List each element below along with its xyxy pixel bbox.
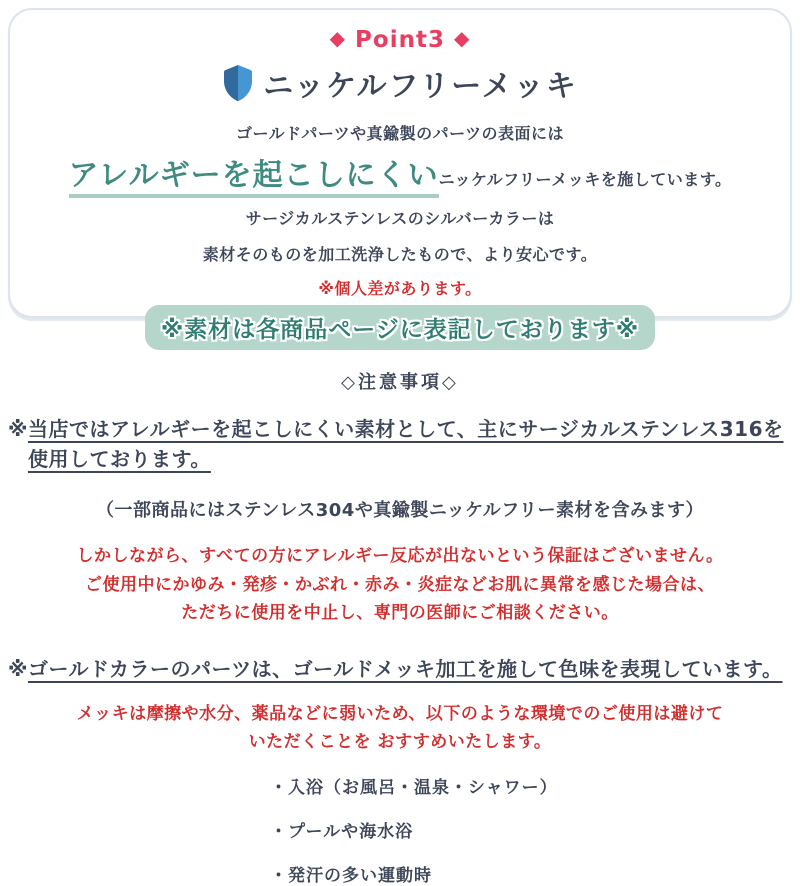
allergy-rest-text: ニッケルフリーメッキを施しています。	[438, 170, 732, 189]
note-gold-plating-text: ゴールドカラーのパーツは、ゴールドメッキ加工を施して色味を表現しています。	[27, 656, 783, 681]
intro-line: ゴールドパーツや真鍮製のパーツの表面には	[235, 124, 565, 143]
asterisk-mark: ※	[8, 417, 28, 441]
avoid-environment-list	[8, 773, 792, 886]
allergy-highlight-text: アレルギーを起こしにくい	[69, 158, 439, 198]
point3-title	[10, 26, 790, 53]
warning-line: しかしながら、すべての方にアレルギー反応が出ないという保証はございません。	[76, 546, 724, 566]
heading-text: ニッケルフリーメッキ	[263, 69, 578, 104]
material-wash-line: 素材そのものを加工洗浄したもので、より安心です。	[202, 245, 598, 264]
list-item: ・入浴（お風呂・温泉・シャワー）	[270, 777, 558, 798]
nickel-free-heading	[10, 61, 790, 105]
point3-card	[8, 8, 792, 343]
surgical-steel-line: サージカルステンレスのシルバーカラーは	[245, 209, 555, 228]
material-info-pill	[145, 305, 655, 350]
sub-note-materials: （一部商品にはステンレス304や真鍮製ニッケルフリー素材を含みます）	[96, 500, 704, 521]
point3-label: Point3	[355, 27, 445, 53]
note-gold-plating	[8, 654, 792, 684]
note-surgical-steel-text: 当店ではアレルギーを起こしにくい素材として、主にサージカルステンレス316を使用しております。	[27, 417, 784, 471]
allergy-warning-block	[8, 542, 792, 628]
shield-icon	[222, 64, 254, 102]
list-item: ・発汗の多い運動時	[270, 865, 432, 886]
list-item: ・プールや海水浴	[270, 821, 414, 842]
allergy-line	[10, 150, 790, 194]
warning-line: メッキは摩擦や水分、薬品などに弱いため、以下のような環境でのご使用は避けて	[76, 703, 724, 724]
warning-line: ご使用中にかゆみ・発疹・かぶれ・赤み・炎症などお肌に異常を感じた場合は、	[85, 574, 715, 595]
note-surgical-steel	[8, 414, 792, 474]
material-info-pill-text: ※素材は各商品ページに表記しております※	[160, 317, 640, 343]
diamond-icon-right: ◆	[453, 26, 471, 50]
warning-line: ただちに使用を中止し、専門の医師にご相談ください。	[181, 603, 619, 624]
asterisk-mark: ※	[8, 656, 28, 681]
individual-difference-note: ※個人差があります。	[318, 279, 482, 298]
warning-line: いただくことを おすすめいたします。	[248, 732, 552, 753]
diamond-icon-left: ◆	[329, 26, 347, 50]
page	[0, 8, 800, 886]
plating-warning-block	[8, 700, 792, 757]
caution-heading: ◇注意事項◇	[341, 372, 459, 393]
caution-section	[0, 368, 800, 886]
